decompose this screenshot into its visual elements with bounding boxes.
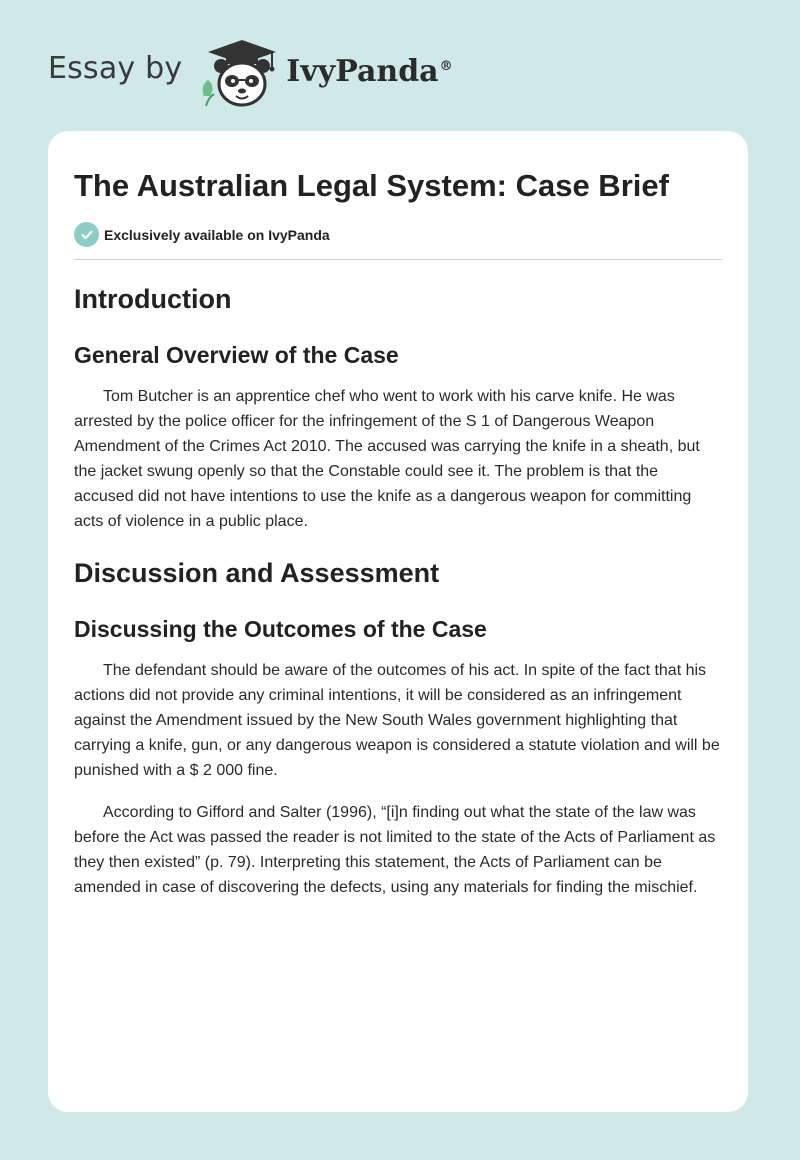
title-divider [74,259,722,260]
brand-prefix: Essay by [48,50,183,86]
registered-mark: ® [439,58,453,74]
brand-name-text: IvyPanda [286,53,439,89]
subheading-general-overview: General Overview of the Case [74,342,399,368]
check-circle-icon [74,222,99,247]
exclusive-badge-text: Exclusively available on IvyPanda [104,226,330,243]
paragraph: The defendant should be aware of the outcomes of his act. In spite of the fact that his actions did not provide any criminal intentions, it will be considered as an infringement against the Amendment issued by the New South Wales government highlighting that carrying a knife, gun, or any dangerous weapon is considered a statute violation and will be punished with a $ 2 000 fine. [74,662,720,779]
brand-header [48,34,453,110]
section-heading-discussion: Discussion and Assessment [74,558,440,588]
document-title: The Australian Legal System: Case Brief [74,168,669,203]
brand-name [286,54,452,89]
section-heading-introduction: Introduction [74,284,232,314]
paragraph: Tom Butcher is an apprentice chef who went to work with his carve knife. He was arrested by the police officer for the infringement of the S 1 of Dangerous Weapon Amendment of the Crimes Act 2010. The accused was carrying the knife in a sheath, but the jacket swung openly so that the Constable could see it. The problem is that the accused did not have intentions to use the knife as a dangerous weapon for committing acts of violence in a public place. [74,388,700,530]
panda-logo-icon [196,34,280,110]
exclusive-badge [74,222,722,247]
paragraph: According to Gifford and Salter (1996), “[i]n finding out what the state of the law was before the Act was passed the reader is not limited to the state of the Acts of Parliament as they then existed” (p. 79). Interpreting this statement, the Acts of Parliament can be amended in case of discovering the defects, using any materials for finding the mischief. [74,804,716,896]
document-card [48,131,748,1112]
subheading-outcomes: Discussing the Outcomes of the Case [74,616,487,642]
